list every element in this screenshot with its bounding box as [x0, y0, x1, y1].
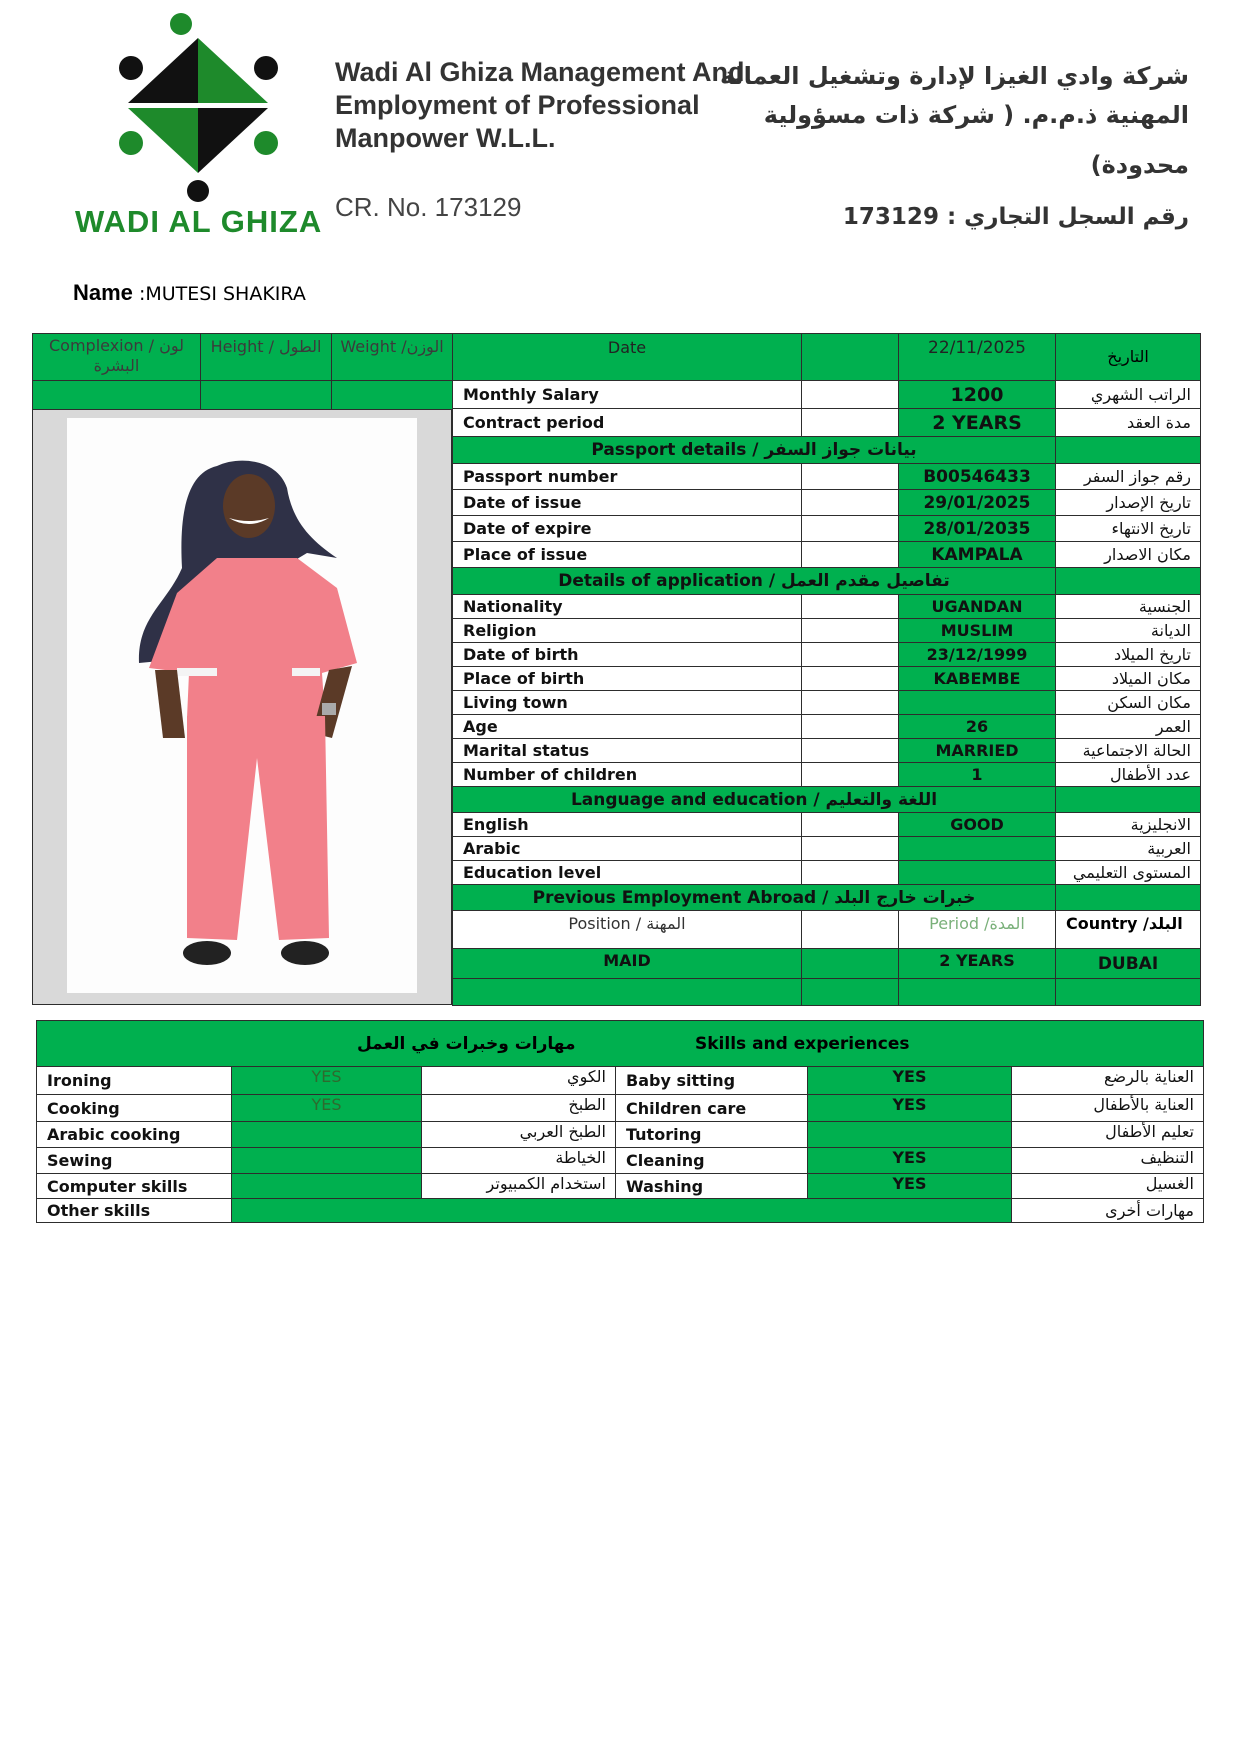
language-row-value [898, 860, 1056, 885]
other-skills-value [231, 1198, 1012, 1223]
contract-row-label: Contract period [452, 408, 802, 437]
name-value: :MUTESI SHAKIRA [138, 283, 306, 305]
date-value: 22/11/2025 [898, 333, 1056, 381]
employment-section-title: Previous Employment Abroad / خبرات خارج البلد [452, 884, 1056, 911]
person-photo-illustration [67, 418, 417, 993]
skill-label: Computer skills [36, 1173, 232, 1199]
passport-row-label: Passport number [452, 463, 802, 490]
skill-label: Children care [615, 1094, 808, 1122]
skills-title-ar: مهارات وخبرات في العمل [357, 1034, 576, 1054]
application-row-label-ar: العمر [1055, 714, 1201, 739]
application-row-value [898, 690, 1056, 715]
language-row-label-ar: العربية [1055, 836, 1201, 861]
weight-header: Weight /الوزن [331, 333, 453, 381]
height-value [200, 380, 332, 410]
skill-label-ar: الطبخ العربي [421, 1121, 616, 1148]
language-row-label-ar: الانجليزية [1055, 812, 1201, 837]
application-row-spacer [801, 738, 899, 763]
date-spacer [801, 333, 899, 381]
position-value: MAID [452, 948, 802, 979]
passport-section-title: Passport details / بيانات جواز السفر [452, 436, 1056, 464]
language-row-value [898, 836, 1056, 861]
skill-label-ar: العناية بالرضع [1011, 1066, 1204, 1095]
application-row-value: 23/12/1999 [898, 642, 1056, 667]
position-header: Position / المهنة [452, 910, 802, 949]
employment-section-title-end [1055, 884, 1201, 911]
application-row-label: Religion [452, 618, 802, 643]
contract-row-label-ar: الراتب الشهري [1055, 380, 1201, 409]
complexion-header: Complexion / لون البشرة [32, 333, 201, 381]
skill-label: Cooking [36, 1094, 232, 1122]
passport-row-value: KAMPALA [898, 541, 1056, 568]
language-row-label: Education level [452, 860, 802, 885]
period-header: Period /المدة [898, 910, 1056, 949]
height-header: Height / الطول [200, 333, 332, 381]
skill-label: Cleaning [615, 1147, 808, 1174]
passport-row-label-ar: تاريخ الانتهاء [1055, 515, 1201, 542]
skill-value [807, 1121, 1012, 1148]
language-section-title: Language and education / اللغة والتعليم [452, 786, 1056, 813]
application-row-value: MUSLIM [898, 618, 1056, 643]
employment-empty [452, 978, 802, 1006]
language-row-label-ar: المستوى التعليمي [1055, 860, 1201, 885]
skill-value: YES [807, 1066, 1012, 1095]
application-row-label: Marital status [452, 738, 802, 763]
application-row-spacer [801, 594, 899, 619]
skill-label-ar: الطبخ [421, 1094, 616, 1122]
language-section-title-end [1055, 786, 1201, 813]
passport-row-value: 28/01/2035 [898, 515, 1056, 542]
application-row-label-ar: الديانة [1055, 618, 1201, 643]
contract-row-label-ar: مدة العقد [1055, 408, 1201, 437]
skill-label-ar: تعليم الأطفال [1011, 1121, 1204, 1148]
skill-value [231, 1121, 422, 1148]
skill-label: Arabic cooking [36, 1121, 232, 1148]
employment-empty [898, 978, 1056, 1006]
application-row-label: Age [452, 714, 802, 739]
application-section-title: Details of application / تفاصيل مقدم العمل [452, 567, 1056, 595]
language-row-spacer [801, 812, 899, 837]
skill-label-ar: التنظيف [1011, 1147, 1204, 1174]
passport-row-spacer [801, 463, 899, 490]
company-name-en-line: Employment of Professional [335, 90, 700, 120]
skill-label: Tutoring [615, 1121, 808, 1148]
skill-value: YES [231, 1066, 422, 1095]
contract-row-label: Monthly Salary [452, 380, 802, 409]
country-header: Country /البلد [1055, 910, 1201, 949]
company-name-ar-line: المهنية ذ.م.م. ( شركة ذات مسؤولية [763, 101, 1189, 129]
application-row-spacer [801, 618, 899, 643]
company-name-en-line: Manpower W.L.L. [335, 123, 556, 153]
skill-label: Ironing [36, 1066, 232, 1095]
passport-row-label: Date of issue [452, 489, 802, 516]
employment-empty [1055, 978, 1201, 1006]
language-row-spacer [801, 836, 899, 861]
skill-label: Washing [615, 1173, 808, 1199]
date-label-ar: التاريخ [1055, 333, 1201, 381]
skills-title-en: Skills and experiences [695, 1034, 910, 1054]
passport-row-spacer [801, 489, 899, 516]
application-row-label-ar: الجنسية [1055, 594, 1201, 619]
contract-row-value: 1200 [898, 380, 1056, 409]
contract-row-spacer [801, 380, 899, 409]
passport-section-title-end [1055, 436, 1201, 464]
passport-row-spacer [801, 541, 899, 568]
skill-value [231, 1147, 422, 1174]
language-row-spacer [801, 860, 899, 885]
name-label: Name [73, 280, 133, 305]
brand-name: WADI AL GHIZA [75, 204, 323, 239]
application-row-label-ar: الحالة الاجتماعية [1055, 738, 1201, 763]
skill-label-ar: استخدام الكمبيوتر [421, 1173, 616, 1199]
application-row-value: KABEMBE [898, 666, 1056, 691]
application-row-value: 1 [898, 762, 1056, 787]
employment-spacer [801, 910, 899, 949]
complexion-value [32, 380, 201, 410]
application-row-label: Number of children [452, 762, 802, 787]
date-label: Date [452, 333, 802, 381]
skill-label: Baby sitting [615, 1066, 808, 1095]
skills-header [36, 1020, 1204, 1067]
company-name-ar-line: محدودة) [1090, 151, 1189, 179]
passport-row-value: 29/01/2025 [898, 489, 1056, 516]
application-row-label-ar: عدد الأطفال [1055, 762, 1201, 787]
passport-row-spacer [801, 515, 899, 542]
contract-row-value: 2 YEARS [898, 408, 1056, 437]
application-section-title-end [1055, 567, 1201, 595]
language-row-label: Arabic [452, 836, 802, 861]
cr-number-en: CR. No. 173129 [335, 192, 522, 222]
application-row-label-ar: تاريخ الميلاد [1055, 642, 1201, 667]
application-row-spacer [801, 762, 899, 787]
passport-row-label-ar: مكان الاصدار [1055, 541, 1201, 568]
application-row-label: Date of birth [452, 642, 802, 667]
cr-number-ar: رقم السجل التجاري : 173129 [842, 204, 1189, 230]
skill-value [231, 1173, 422, 1199]
period-value: 2 YEARS [898, 948, 1056, 979]
application-row-label: Living town [452, 690, 802, 715]
passport-row-label-ar: تاريخ الإصدار [1055, 489, 1201, 516]
skill-value: YES [807, 1094, 1012, 1122]
language-row-value: GOOD [898, 812, 1056, 837]
application-row-label-ar: مكان الميلاد [1055, 666, 1201, 691]
skill-label-ar: العناية بالأطفال [1011, 1094, 1204, 1122]
application-row-spacer [801, 642, 899, 667]
company-name-en-line: Wadi Al Ghiza Management And [335, 57, 745, 87]
application-row-value: UGANDAN [898, 594, 1056, 619]
employment-spacer [801, 948, 899, 979]
candidate-name-line [73, 280, 306, 306]
application-row-label-ar: مكان السكن [1055, 690, 1201, 715]
country-value: DUBAI [1055, 948, 1201, 979]
weight-value [331, 380, 453, 410]
passport-row-label: Place of issue [452, 541, 802, 568]
application-row-label: Nationality [452, 594, 802, 619]
skill-value: YES [807, 1173, 1012, 1199]
skill-label-ar: الخياطة [421, 1147, 616, 1174]
candidate-photo [67, 418, 417, 993]
company-name-ar-line: شركة وادي الغيزا لإدارة وتشغيل العمالة [720, 62, 1189, 90]
employment-empty [801, 978, 899, 1006]
application-row-spacer [801, 690, 899, 715]
skill-label-ar: الكوي [421, 1066, 616, 1095]
language-row-label: English [452, 812, 802, 837]
other-skills-label: Other skills [36, 1198, 232, 1223]
passport-row-label-ar: رقم جواز السفر [1055, 463, 1201, 490]
passport-row-value: B00546433 [898, 463, 1056, 490]
application-row-value: MARRIED [898, 738, 1056, 763]
application-row-spacer [801, 666, 899, 691]
passport-row-label: Date of expire [452, 515, 802, 542]
application-row-label: Place of birth [452, 666, 802, 691]
skill-label-ar: الغسيل [1011, 1173, 1204, 1199]
application-row-spacer [801, 714, 899, 739]
skill-value: YES [807, 1147, 1012, 1174]
contract-row-spacer [801, 408, 899, 437]
other-skills-label-ar: مهارات أخرى [1011, 1198, 1204, 1223]
skill-value: YES [231, 1094, 422, 1122]
skill-label: Sewing [36, 1147, 232, 1174]
application-row-value: 26 [898, 714, 1056, 739]
